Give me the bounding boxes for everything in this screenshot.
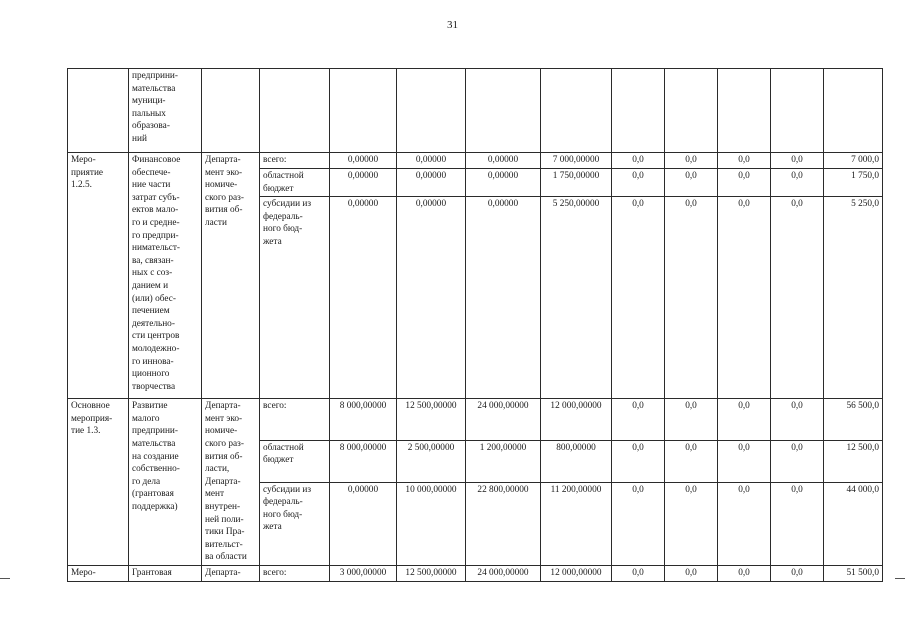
value-cell: 0,0 bbox=[612, 153, 665, 169]
value-cell: 0,00000 bbox=[330, 169, 397, 197]
funding-source: областной бюджет bbox=[260, 169, 330, 197]
crop-mark-left bbox=[0, 578, 10, 579]
value-cell: 0,00000 bbox=[330, 197, 397, 399]
value-cell: 11 200,00000 bbox=[541, 482, 612, 565]
measure-title: Грантовая bbox=[129, 565, 202, 581]
page-number: 31 bbox=[447, 19, 458, 31]
value-cell: 0,0 bbox=[612, 169, 665, 197]
funding-source: всего: bbox=[260, 565, 330, 581]
measure-title: Развитие малого предприни- мательства на создание собственно- го дела (грантовая поддержка) bbox=[132, 401, 180, 512]
executor-cell bbox=[202, 153, 260, 399]
value-cell: 10 000,00000 bbox=[397, 482, 466, 565]
value-cell: 1 200,00000 bbox=[466, 440, 541, 482]
value-cell: 0,0 bbox=[718, 565, 771, 581]
total-value-cell: 44 000,0 bbox=[824, 482, 883, 565]
value-cell: 0,0 bbox=[612, 482, 665, 565]
value-cell: 0,0 bbox=[718, 169, 771, 197]
value-cell: 2 500,00000 bbox=[397, 440, 466, 482]
value-cell: 3 000,00000 bbox=[330, 565, 397, 581]
value-cell: 0,00000 bbox=[397, 169, 466, 197]
value-cell: 8 000,00000 bbox=[330, 399, 397, 441]
funding-source: субсидии из федераль- ного бюд- жета bbox=[260, 197, 330, 399]
value-cell: 0,0 bbox=[665, 169, 718, 197]
measure-name-cell bbox=[68, 153, 129, 399]
value-cell: 0,00000 bbox=[466, 169, 541, 197]
table-row bbox=[68, 399, 883, 441]
value-cell: 0,0 bbox=[771, 440, 824, 482]
value-cell: 0,0 bbox=[718, 197, 771, 399]
value-cell: 0,00000 bbox=[330, 153, 397, 169]
table-row bbox=[68, 565, 883, 581]
value-cell: 0,0 bbox=[612, 197, 665, 399]
executor-cell bbox=[202, 69, 260, 153]
value-cell: 0,0 bbox=[612, 565, 665, 581]
value-cell: 24 000,00000 bbox=[466, 565, 541, 581]
total-value-cell: 56 500,0 bbox=[824, 399, 883, 441]
funding-source: всего: bbox=[260, 153, 330, 169]
value-cell: 0,0 bbox=[718, 153, 771, 169]
measure-title: предприни- мательства муници- пальных образова- ний bbox=[132, 71, 179, 144]
continuation-row bbox=[68, 69, 883, 153]
value-cell: 7 000,00000 bbox=[541, 153, 612, 169]
value-cell: 0,00000 bbox=[397, 153, 466, 169]
funding-source: субсидии из федераль- ного бюд- жета bbox=[260, 482, 330, 565]
value-cell: 12 500,00000 bbox=[397, 399, 466, 441]
value-cell: 0,0 bbox=[771, 482, 824, 565]
total-value-cell: 7 000,0 bbox=[824, 153, 883, 169]
value-cell: 0,0 bbox=[665, 565, 718, 581]
value-cell: 0,0 bbox=[718, 399, 771, 441]
value-cell: 0,0 bbox=[665, 440, 718, 482]
total-value-cell: 51 500,0 bbox=[824, 565, 883, 581]
table-row bbox=[68, 153, 883, 169]
total-value-cell: 5 250,0 bbox=[824, 197, 883, 399]
value-cell: 0,0 bbox=[612, 440, 665, 482]
value-cell: 0,00000 bbox=[330, 482, 397, 565]
value-cell: 8 000,00000 bbox=[330, 440, 397, 482]
value-cell: 12 500,00000 bbox=[397, 565, 466, 581]
value-cell: 0,0 bbox=[771, 399, 824, 441]
value-cell: 0,00000 bbox=[466, 153, 541, 169]
measure-name: Основное мероприя- тие 1.3. bbox=[71, 401, 113, 437]
executor: Департа- мент эко- номиче- ского раз- вития об- ласти bbox=[205, 155, 244, 228]
value-cell: 0,00000 bbox=[466, 197, 541, 399]
measure-title-cell bbox=[129, 399, 202, 566]
value-cell: 0,0 bbox=[718, 440, 771, 482]
measure-name-cell bbox=[68, 69, 129, 153]
total-value-cell: 1 750,0 bbox=[824, 169, 883, 197]
value-cell: 12 000,00000 bbox=[541, 565, 612, 581]
executor: Департа- bbox=[202, 565, 260, 581]
value-cell: 0,00000 bbox=[397, 197, 466, 399]
value-cell: 0,0 bbox=[665, 482, 718, 565]
funding-source: всего: bbox=[260, 399, 330, 441]
value-cell: 0,0 bbox=[771, 169, 824, 197]
value-cell: 0,0 bbox=[771, 565, 824, 581]
value-cell: 24 000,00000 bbox=[466, 399, 541, 441]
value-cell: 0,0 bbox=[771, 153, 824, 169]
budget-table bbox=[67, 68, 883, 582]
value-cell: 22 800,00000 bbox=[466, 482, 541, 565]
value-cell: 5 250,00000 bbox=[541, 197, 612, 399]
measure-title-cell bbox=[129, 153, 202, 399]
crop-mark-right bbox=[895, 578, 905, 579]
measure-name: Меро- bbox=[68, 565, 129, 581]
measure-name: Меро- приятие 1.2.5. bbox=[71, 155, 104, 191]
value-cell: 0,0 bbox=[612, 399, 665, 441]
measure-title-cell bbox=[129, 69, 202, 153]
value-cell: 0,0 bbox=[665, 153, 718, 169]
value-cell: 0,0 bbox=[771, 197, 824, 399]
value-cell: 12 000,00000 bbox=[541, 399, 612, 441]
executor: Департа- мент эко- номиче- ского раз- вития об- ласти, Департа- мент внутрен- ней поли- тики Пра- вительст- ва области bbox=[205, 401, 247, 563]
value-cell: 800,00000 bbox=[541, 440, 612, 482]
total-value-cell: 12 500,0 bbox=[824, 440, 883, 482]
value-cell: 0,0 bbox=[665, 399, 718, 441]
source-cell bbox=[260, 69, 330, 153]
funding-source: областной бюджет bbox=[260, 440, 330, 482]
executor-cell bbox=[202, 399, 260, 566]
value-cell: 1 750,00000 bbox=[541, 169, 612, 197]
value-cell: 0,0 bbox=[665, 197, 718, 399]
measure-name-cell bbox=[68, 399, 129, 566]
measure-title: Финансовое обеспече- ние части затрат субъ- ектов мало- го и средне- го предпри- нимательст- ва, связан- ных с соз- данием и (или) обес- печением деятельно- сти центров молодежно- го иннова- ционного творчества bbox=[132, 155, 181, 392]
value-cell: 0,0 bbox=[718, 482, 771, 565]
